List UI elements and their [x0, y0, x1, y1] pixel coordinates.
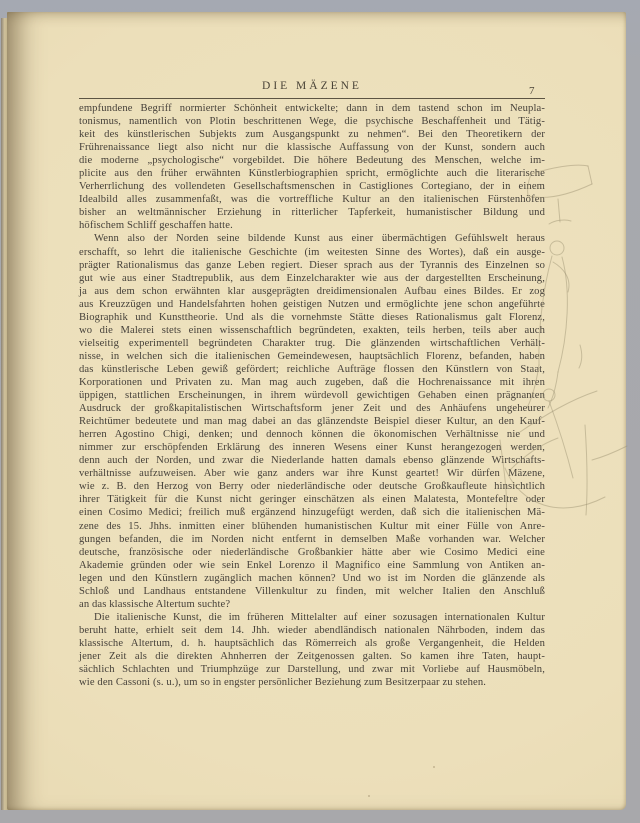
text-line: Wenn also der Norden seine bildende Kunst aus einer übermächtigen Gefühlswelt heraus: [94, 233, 545, 245]
text-line: höfischem Schliff geschaffen hatte.: [79, 220, 233, 232]
text-line: zene des 15. Jhhs. inmitten einer blühenden humanistischen Kultur mit einer Fülle von Anre-: [79, 520, 545, 532]
text-line: keit des künstlerischen Subjekts zum Ausgangspunkt zu nehmen“. Bei den Theoretikern der: [79, 129, 545, 141]
text-line: ja aus dem schon erwähnten klar ausgeprägten dreidimensionalen Aufbau eines Bildes. Er zog: [79, 285, 545, 297]
text-line: ihrer Tätigkeit für die Kunst nicht geringer einschätzen als einen Malatesta, Montefeltre oder: [79, 494, 545, 506]
book-page: [7, 12, 626, 810]
text-line: tonismus, namentlich von Plotin beschrittenen Wege, die psychische Beschaffenheit und Tätig-: [79, 116, 545, 128]
text-line: nimmer zur erschöpfenden Erklärung des inneren Wesens einer Kunst herangezogen werden,: [79, 442, 545, 454]
text-line: die moderne „psychologische“ vorgebildet. Die höhere Bedeutung des Menschen, welche im-: [79, 155, 545, 167]
page-number: 7: [529, 85, 535, 97]
text-line: Ausdruck der großkapitalistischen Wirtschaftsform jener Zeit und des Anhäufens ungeheurer: [79, 403, 545, 415]
text-line: üppigen, stattlichen Erscheinungen, in ihrem würdevoll gewichtigen Gehaben einen prägnanten: [79, 390, 545, 402]
text-line: legen und den Künstlern zugänglich machen können? Und wo ist im Norden die glänzende als: [79, 572, 545, 584]
text-line: das künstlerische Leben gewiß gefördert; reichliche Aufträge flossen den Künstlern von Staat,: [79, 363, 545, 375]
text-line: Verherrlichung des vollendeten Gesellschaftsmenschen in Castigliones Cortegiano, der in einem: [79, 181, 545, 193]
body-text: [79, 102, 545, 689]
text-line: klassische Altertum, d. h. hauptsächlich das Römerreich als große Vergangenheit, die Helden: [79, 637, 545, 649]
text-line: Biographik und Kunsttheorie. Und als die vornehmste Stätte dieses Rationalismus galt Florenz,: [79, 311, 545, 323]
text-line: herren Agostino Chigi, denken; und dennoch können die ökonomischen Verhältnisse nie und: [79, 429, 545, 441]
text-line: wo die Malerei stets einen wissenschaftlich begründeten, exakten, teils herben, teils aber auch: [79, 324, 545, 336]
page-title: DIE MÄZENE: [262, 80, 362, 92]
text-line: gungen befanden, die im Norden nicht entfernt in demselben Maße vorhanden war. Welcher: [79, 533, 545, 545]
text-line: aus Kreuzzügen und Handelsfahrten hohen geistigen Nutzen und ermöglichte jene schon angeführte: [79, 298, 545, 310]
text-line: wie z. B. den Herzog von Berry oder niederländische oder deutsche Großkaufleute hinsichtlich: [79, 481, 545, 493]
text-line: Reichtümer bedeutete und man mag dabei an das glänzendste Beispiel dieser Kultur, an den Kauf-: [79, 416, 545, 428]
text-line: verhältnisse aufzuweisen. Aber wie ganz anders war ihre Kunst geartet! Wir dürfen Mäzene,: [79, 468, 545, 480]
text-line: Die italienische Kunst, die im früheren Mittelalter auf einer sozusagen internationalen Kultur: [94, 611, 545, 623]
text-line: an das klassische Altertum suchte?: [79, 598, 231, 610]
text-line: sächlich Schlachten und Triumphzüge zur Darstellung, und zwar mit Vorliebe auf Hausmöbeln,: [79, 664, 545, 676]
text-line: wie den Cassoni (s. u.), um so in engster persönlicher Beziehung zum Besitzerpaar zu stehen.: [79, 677, 487, 689]
text-line: jener Zeit als die direkten Ahnherren der Zeitgenossen galten. So kamen ihre Taten, haupt-: [79, 650, 545, 662]
text-line: empfundene Begriff normierter Schönheit entwickelte; dann in dem tastend schon im Neupla-: [79, 103, 545, 114]
text-line: gut wie aus einer Stadtrepublik, aus dem Einzelcharakter wie aus der dargestellten Erscheinung,: [79, 272, 545, 284]
text-line: Korporationen und Privaten zu. Man mag auch zugeben, daß die Hochrenaissance mit ihren: [79, 376, 545, 388]
text-line: einen Cosimo Medici; freilich muß ergänzend hinzugefügt werden, daß sich die italienischen Mä-: [79, 507, 545, 519]
text-line: Akademie gründen oder wie sein Enkel Lorenzo il Magnifico eine Sammlung von Antiken an-: [79, 559, 545, 571]
text-line: deutsche, französische oder niederländische Großbankier hätte aber wie Cosimo Medici eine: [79, 546, 545, 558]
text-line: beruht hatte, erhielt seit dem 14. Jhh. wieder abendländisch nationalen Nährboden, indem das: [79, 624, 545, 636]
text-line: Idealbild alles zusammenfaßt, was die vortreffliche Kultur an den italienischen Fürstenhöfen: [79, 194, 545, 206]
text-line: nisse, in welchen sich die italienischen Gemeindewesen, hauptsächlich Florenz, befanden, haben: [79, 350, 545, 362]
running-header: [79, 78, 545, 99]
paper-speck: [433, 766, 435, 768]
text-line: Schloß und Landhaus entstandene Villenkultur zu finden, mit welcher Italien den Anschluß: [79, 585, 545, 597]
paper-speck: [368, 795, 370, 797]
text-line: erschafft, so lehrt die italienische Geschichte (im weitesten Sinne des Wortes), daß ein ausge-: [79, 246, 545, 258]
text-line: bisher an weltmännischer Erziehung in ritterlicher Tapferkeit, humanistischer Bildung und: [79, 207, 545, 219]
text-line: prägter Rationalismus das ganze Leben regiert. Dieser sprach aus der Tyrannis des Einzelnen so: [79, 259, 545, 271]
text-line: vielseitig experimentell begründeten Charakter trug. Die glänzenden wirtschaftlichen Verhält-: [79, 337, 545, 349]
text-line: Frührenaissance liegt also nicht nur die klassische Auffassung von der Kunst, sondern auch: [79, 142, 545, 154]
text-line: plicite aus den früher erwähnten Künstlerbiographien spricht, ermöglichte auch die literarische: [79, 168, 545, 180]
text-line: denn auch der Norden, und zwar die Niederlande hatten damals ebenso glänzende Wirtschafts-: [79, 455, 545, 467]
